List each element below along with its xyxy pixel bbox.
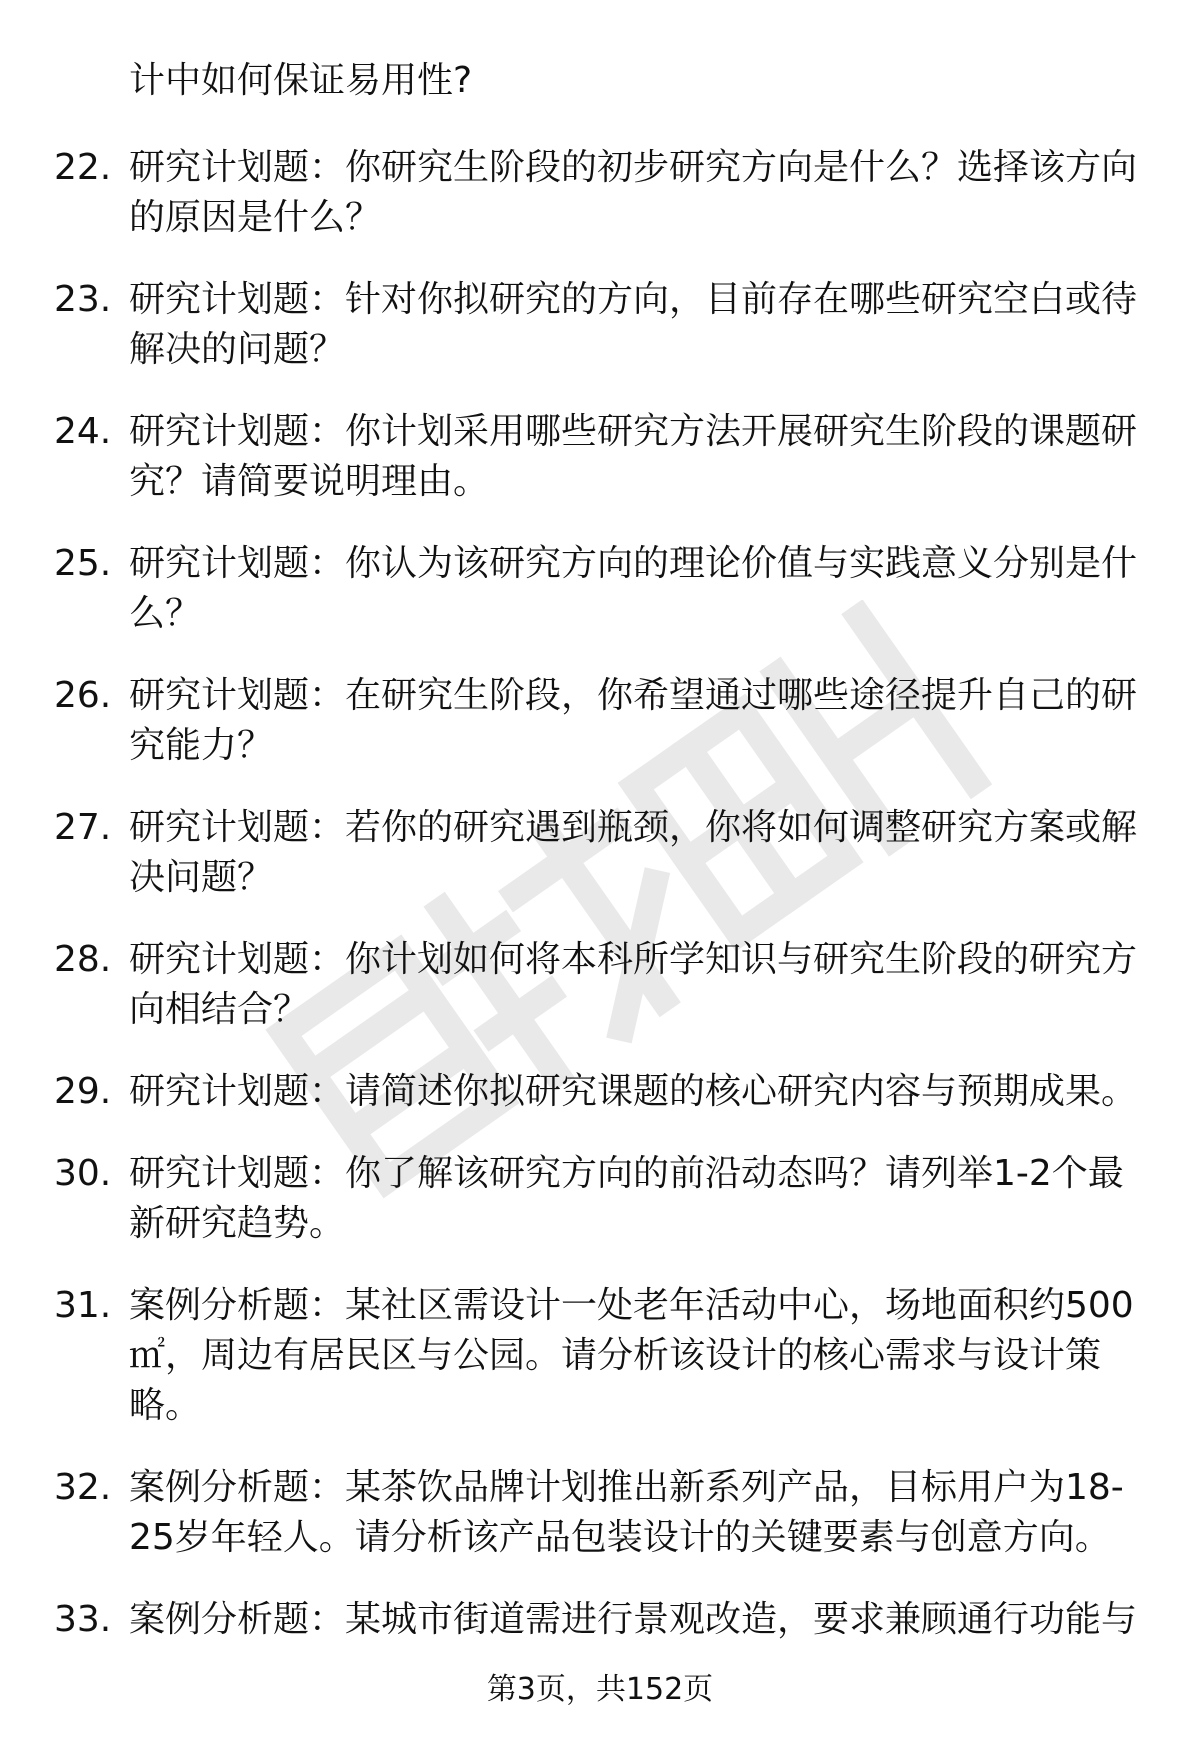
question-number: 26. (54, 675, 112, 716)
question-text: 研究计划题：你认为该研究方向的理论价值与实践意义分别是什么？ (129, 543, 1138, 634)
question-number: 30. (54, 1153, 112, 1194)
question-number: 28. (54, 939, 112, 980)
page-footer: 第3页，共152页 (486, 1672, 714, 1707)
question-number: 33. (54, 1599, 112, 1640)
question-number: 29. (54, 1071, 112, 1112)
question-item (0, 539, 1200, 639)
question-number: 27. (54, 807, 112, 848)
question-item (0, 275, 1200, 375)
question-text: 案例分析题：某茶饮品牌计划推出新系列产品，目标用户为18-25岁年轻人。请分析该产品包装设计的关键要素与创意方向。 (129, 1467, 1124, 1558)
question-item (0, 1595, 1200, 1645)
question-text: 案例分析题：某城市街道需进行景观改造，要求兼顾通行功能与 (129, 1599, 1138, 1640)
question-text: 案例分析题：某社区需设计一处老年活动中心，场地面积约500㎡，周边有居民区与公园。请分析该设计的核心需求与设计策略。 (129, 1285, 1134, 1426)
question-number: 23. (54, 279, 112, 320)
question-item (0, 1281, 1200, 1431)
question-number: 31. (54, 1285, 112, 1326)
continued-question-text: 计中如何保证易用性? (129, 60, 473, 101)
question-text: 研究计划题：在研究生阶段，你希望通过哪些途径提升自己的研究能力？ (129, 675, 1138, 766)
question-number: 32. (54, 1467, 112, 1508)
question-item (0, 1463, 1200, 1563)
question-item (0, 1067, 1200, 1117)
question-text: 研究计划题：针对你拟研究的方向，目前存在哪些研究空白或待解决的问题？ (129, 279, 1138, 370)
question-number: 25. (54, 543, 112, 584)
question-list (0, 143, 1200, 1677)
question-number: 24. (54, 411, 112, 452)
question-item (0, 803, 1200, 903)
question-text: 研究计划题：你了解该研究方向的前沿动态吗？请列举1-2个最新研究趋势。 (129, 1153, 1124, 1244)
question-item (0, 143, 1200, 243)
question-number: 22. (54, 147, 112, 188)
question-text: 研究计划题：若你的研究遇到瓶颈，你将如何调整研究方案或解决问题？ (129, 807, 1138, 898)
question-text: 研究计划题：你研究生阶段的初步研究方向是什么？选择该方向的原因是什么？ (129, 147, 1138, 238)
question-text: 研究计划题：请简述你拟研究课题的核心研究内容与预期成果。 (129, 1071, 1138, 1112)
question-text: 研究计划题：你计划如何将本科所学知识与研究生阶段的研究方向相结合？ (129, 939, 1138, 1030)
question-item (0, 671, 1200, 771)
question-item (0, 407, 1200, 507)
question-text: 研究计划题：你计划采用哪些研究方法开展研究生阶段的课题研究？请简要说明理由。 (129, 411, 1138, 502)
question-item (0, 935, 1200, 1035)
question-item (0, 1149, 1200, 1249)
